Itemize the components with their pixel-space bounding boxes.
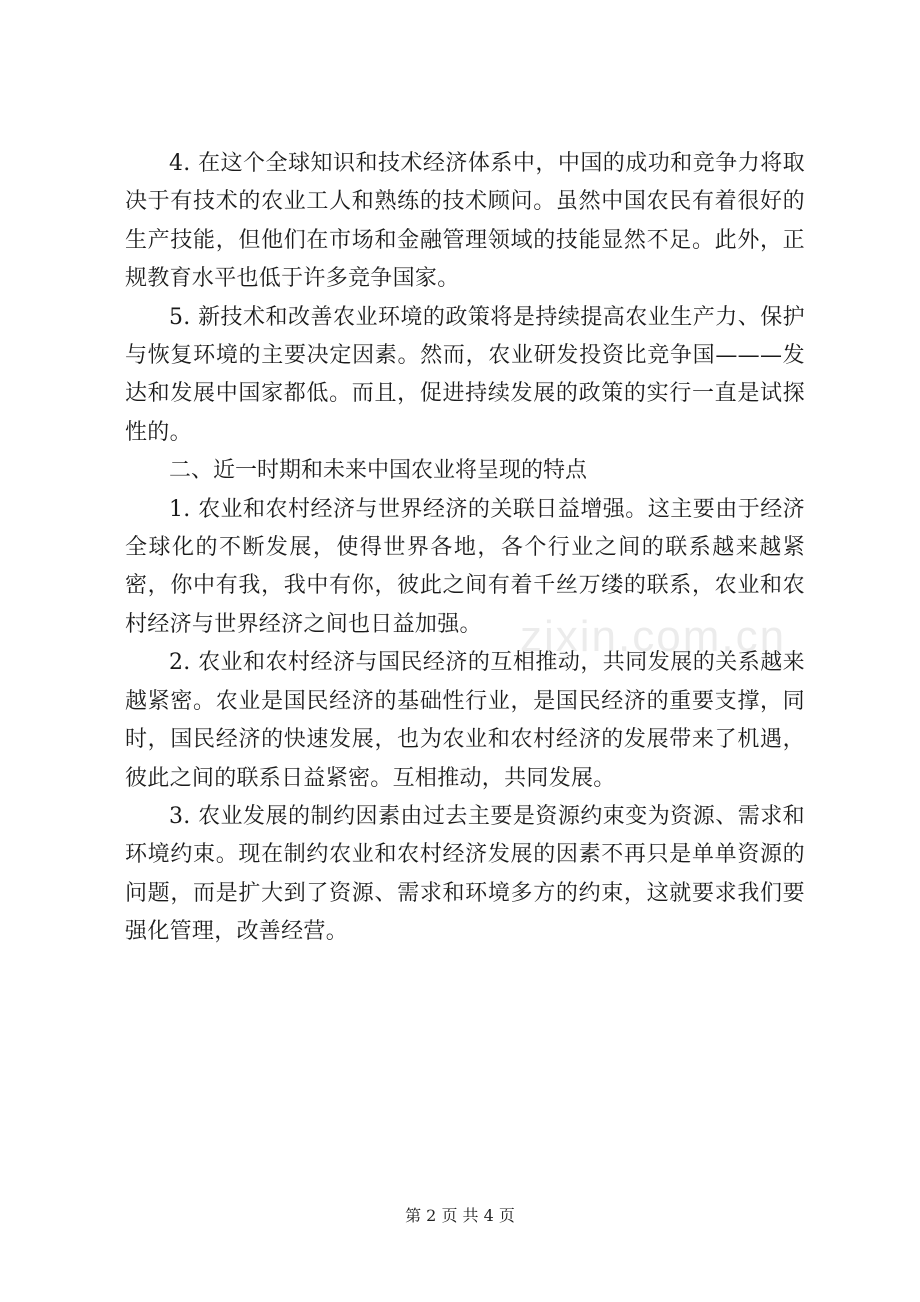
document-body	[125, 145, 805, 952]
paragraph-1: 1. 农业和农村经济与世界经济的关联日益增强。这主要由于经济全球化的不断发展，使得世界各地，各个行业之间的联系越来越紧密，你中有我，我中有你，彼此之间有着千丝万缕的联系，农业和农村经济与世界经济之间也日益加强。	[125, 496, 805, 637]
section-heading: 二、近一时期和未来中国农业将呈现的特点	[169, 458, 588, 484]
watermark: zixin.com.cn	[520, 612, 787, 661]
page-footer: 第 2 页 共 4 页	[405, 1206, 515, 1225]
paragraph-4: 4. 在这个全球知识和技术经济体系中，中国的成功和竞争力将取决于有技术的农业工人和熟练的技术顾问。虽然中国农民有着很好的生产技能，但他们在市场和金融管理领域的技能显然不足。此外，正规教育水平也低于许多竞争国家。	[125, 151, 805, 292]
paragraph-3: 3. 农业发展的制约因素由过去主要是资源约束变为资源、需求和环境约束。现在制约农业和农村经济发展的因素不再只是单单资源的问题，而是扩大到了资源、需求和环境多方的约束，这就要求我们要强化管理，改善经营。	[125, 803, 805, 945]
paragraph-5: 5. 新技术和改善农业环境的政策将是持续提高农业生产力、保护与恢复环境的主要决定因素。然而，农业研发投资比竞争国———发达和发展中国家都低。而且，促进持续发展的政策的实行一直是试探性的。	[125, 304, 805, 445]
paragraph-2: 2. 农业和农村经济与国民经济的互相推动，共同发展的关系越来越紧密。农业是国民经济的基础性行业，是国民经济的重要支撑，同时，国民经济的快速发展，也为农业和农村经济的发展带来了机遇，彼此之间的联系日益紧密。互相推动，共同发展。	[125, 650, 805, 791]
